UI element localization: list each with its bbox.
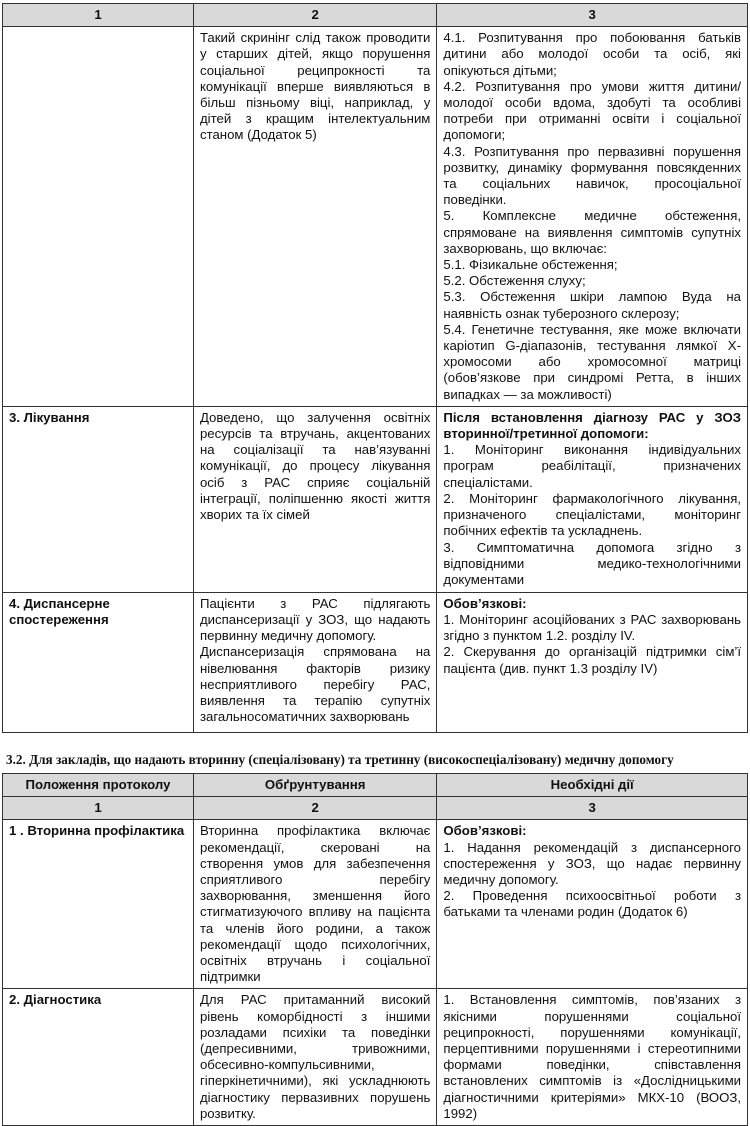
table-row xyxy=(3,592,748,732)
row-actions xyxy=(437,820,748,989)
row-actions xyxy=(437,27,748,407)
row-justification: Доведено, що залучення освітніх ресурсів та втручань, акцентованих на соціалізації та нав’язуванні комунікації, до процесу лікування осіб з РАС сприяє соціальній інтеграції, поліпшенню якості життя хворих та їх сімей xyxy=(193,406,436,592)
table-secondary-care xyxy=(2,773,748,1126)
action-item: 1. Надання рекомендацій з диспансерного спостереження у ЗОЗ, що надає первинну медичну допомогу. xyxy=(443,839,741,888)
header-row xyxy=(3,774,748,797)
column-number: 2 xyxy=(193,4,436,27)
row-justification: Такий скринінг слід також проводити у старших дітей, якщо порушення соціальної реципрокності та комунікації вперше виявляються в більш пізньому віці, наприклад, у дітей з кращим інтелектуальним станом (Додаток 5) xyxy=(193,27,436,407)
column-number: 3 xyxy=(437,797,748,820)
row-label xyxy=(3,27,194,407)
column-number: 1 xyxy=(3,797,194,820)
action-item: 5.1. Фізикальне обстеження; xyxy=(443,257,618,273)
action-item: 2. Скерування до організацій підтримки сім’ї пацієнта (див. пункт 1.3 розділу IV) xyxy=(443,644,741,676)
table-row xyxy=(3,406,748,592)
actions-heading: Обов’язкові: xyxy=(443,595,527,611)
row-label: 2. Діагностика xyxy=(3,989,194,1126)
action-item: 4.1. Розпитування про побоювання батьків дитини або молодої особи та осіб, які опікуються дітьми; xyxy=(443,30,741,78)
row-justification: Для РАС притаманний високий рівень коморбідності з іншими розладами психіки та поведінки (депресивними, тривожними, обсесивно-компульсивними, гіперкінетичними), які ускладнюють діагностику первазивних порушень розвитку. xyxy=(193,989,436,1126)
action-item: 1. Моніторинг асоційованих з РАС захворювань згідно з пунктом 1.2. розділу IV. xyxy=(443,612,741,644)
action-item: 5.4. Генетичне тестування, яке може включати каріотип G-діапазонів, тестування лямкої Х-хромосоми або хромосомної матриці (обов’язкове при синдромі Ретта, в інших випадках — за можливості) xyxy=(443,321,741,402)
justification-paragraph: Пацієнти з РАС підлягають диспансеризації у ЗОЗ, що надають первинну медичну допомогу. xyxy=(199,595,431,644)
action-item: 4.3. Розпитування про первазивні порушення розвитку, динаміку формування повсякденних та соціальних навичок, просоціальної поведінки. xyxy=(443,143,741,208)
action-item: 3. Симптоматична допомога згідно з відповідними медико-технологічними документами xyxy=(443,539,741,587)
actions-heading: Обов’язкові: xyxy=(443,823,527,839)
column-header: Обґрунтування xyxy=(193,774,436,797)
table-row xyxy=(3,989,748,1126)
row-actions xyxy=(437,406,748,592)
justification-paragraph: Диспансеризація спрямована на нівелювання факторів ризику несприятливого перебігу РАС, виявлення та терапію супутніх загальносоматичних захворювань xyxy=(199,644,431,725)
row-justification: Вторинна профілактика включає рекомендації, скеровані на створення умов для забезпечення сприятливого перебігу захворювання, зменшення його стигматизуючого впливу на пацієнта та членів його родини, а також рекомендації щодо психологічних, освітніх втручань і соціальної підтримки xyxy=(193,820,436,989)
action-item: 5. Комплексне медичне обстеження, спрямоване на виявлення симптомів супутніх захворювань, що включає: xyxy=(443,208,741,256)
column-header: Положення протоколу xyxy=(3,774,194,797)
action-item: 1. Встановлення симптомів, пов’язаних з якісними порушеннями соціальної реципрокності, порушеннями комунікації, перцептивними порушеннями і стереотипними формами поведінки, співставлення встановлених симптомів із «Дослідницькими діагностичними критеріями» МКХ-10 (ВООЗ, 1992) xyxy=(443,992,741,1121)
column-number-row xyxy=(3,4,748,27)
table-row xyxy=(3,820,748,989)
action-item: 2. Моніторинг фармакологічного лікування, призначеного спеціалістами, моніторинг побічних ефектів та ускладнень. xyxy=(443,490,741,539)
column-number: 2 xyxy=(193,797,436,820)
action-item: 1. Моніторинг виконання індивідуальних програм реабілітації, призначених спеціалістами. xyxy=(443,442,741,490)
actions-heading: Після встановлення діагнозу РАС у ЗОЗ вторинної/третинної допомоги: xyxy=(443,409,741,442)
column-number: 1 xyxy=(3,4,194,27)
action-item: 5.3. Обстеження шкіри лампою Вуда на наявність ознак туберозного склерозу; xyxy=(443,289,741,321)
row-label: 4. Диспансерне спостереження xyxy=(3,592,194,732)
row-label: 1 . Вторинна профілактика xyxy=(3,820,194,989)
row-label: 3. Лікування xyxy=(3,406,194,592)
table-row xyxy=(3,27,748,407)
section-title: 3.2. Для закладів, що надають вторинну (спеціалізовану) та третинну (високоспеціалізовану) медичну допомогу xyxy=(6,752,674,767)
action-item: 2. Проведення психоосвітньої роботи з батьками та членами родин (Додаток 6) xyxy=(443,888,741,920)
column-header: Необхідні дії xyxy=(437,774,748,797)
action-item: 4.2. Розпитування про умови життя дитини/молодої особи вдома, здобуті та особливі потреби при отриманні освіти і соціальної допомоги; xyxy=(443,78,741,143)
row-justification xyxy=(193,592,436,732)
column-number-row xyxy=(3,797,748,820)
action-item: 5.2. Обстеження слуху; xyxy=(443,273,586,289)
row-actions xyxy=(437,989,748,1126)
column-number: 3 xyxy=(437,4,748,27)
table-continued xyxy=(2,3,748,733)
row-actions xyxy=(437,592,748,732)
